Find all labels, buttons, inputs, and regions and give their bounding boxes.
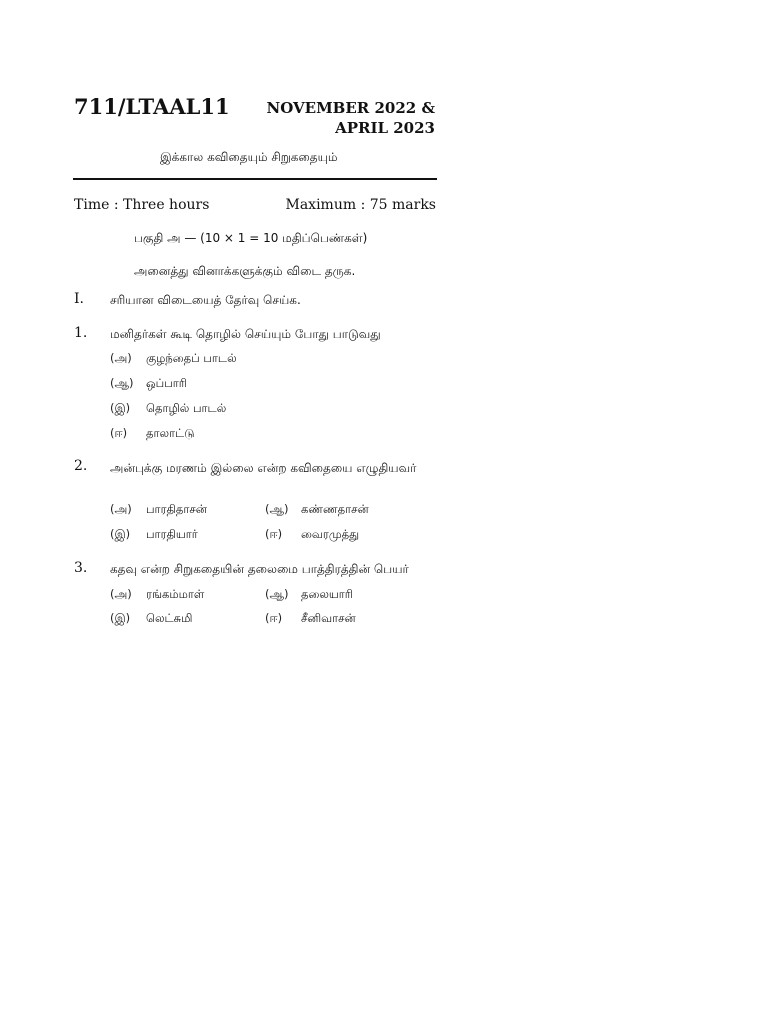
question-3-text: கதவு என்ற சிறுகதையின் தலைமை பாத்திரத்தின் பெயர் (110, 562, 409, 576)
option-label: (அ) (110, 587, 132, 601)
header-divider (73, 178, 437, 180)
question-2-number: 2. (74, 458, 88, 474)
option-text: வைரமுத்து (301, 527, 360, 541)
option-label: (ஈ) (110, 426, 128, 440)
option-label: (இ) (110, 611, 131, 625)
option-text: தாலாட்டு (146, 426, 195, 440)
option-text: ரங்கம்மாள் (146, 587, 205, 601)
part-title: பகுதி அ — (10 × 1 = 10 மதிப்பெண்கள்) (134, 231, 368, 245)
option-text: தலையாரி (301, 587, 354, 601)
question-1-option-c (110, 401, 226, 417)
option-label: (ஈ) (265, 527, 283, 541)
option-text: பாரதியார் (146, 527, 198, 541)
question-1-option-d (110, 426, 194, 442)
option-label: (அ) (110, 351, 132, 365)
question-3-option-b (265, 587, 353, 603)
question-2-option-c (110, 527, 198, 543)
question-3-option-a (110, 587, 204, 603)
question-1-number: 1. (74, 325, 88, 341)
option-label: (ஆ) (265, 587, 289, 601)
section-number: I. (74, 291, 84, 307)
exam-date-line2: APRIL 2023 (335, 119, 435, 137)
question-1-text: மனிதர்கள் கூடி தொழில் செய்யும் போது பாடுவது (110, 327, 381, 341)
question-3-option-c (110, 611, 192, 627)
option-label: (இ) (110, 401, 131, 415)
question-2-text: அன்புக்கு மரணம் இல்லை என்ற கவிதையை எழுதியவர் (110, 461, 417, 475)
option-text: குழந்தைப் பாடல் (146, 351, 237, 365)
option-label: (ஆ) (110, 376, 134, 390)
section-instruction: சரியான விடையைத் தேர்வு செய்க. (110, 293, 301, 307)
subject-title: இக்கால கவிதையும் சிறுகதையும் (160, 150, 338, 164)
question-2-option-d (265, 527, 359, 543)
option-label: (அ) (110, 502, 132, 516)
option-text: பாரதிதாசன் (146, 502, 207, 516)
question-1-option-b (110, 376, 187, 392)
option-text: கண்ணதாசன் (301, 502, 369, 516)
exam-date-line1: NOVEMBER 2022 & (266, 99, 435, 117)
max-marks: Maximum : 75 marks (285, 197, 436, 213)
option-text: லெட்சுமி (146, 611, 193, 625)
question-2-option-a (110, 502, 207, 518)
question-2-option-b (265, 502, 369, 518)
exam-duration: Time : Three hours (74, 197, 210, 213)
option-label: (இ) (110, 527, 131, 541)
question-1-option-a (110, 351, 237, 367)
option-text: ஒப்பாரி (146, 376, 188, 390)
part-instruction: அனைத்து வினாக்களுக்கும் விடை தருக. (134, 264, 356, 278)
question-3-number: 3. (74, 560, 88, 576)
option-text: தொழில் பாடல் (146, 401, 227, 415)
option-text: சீனிவாசன் (301, 611, 356, 625)
question-3-option-d (265, 611, 356, 627)
exam-date (266, 98, 435, 138)
option-label: (ஈ) (265, 611, 283, 625)
option-label: (ஆ) (265, 502, 289, 516)
paper-code: 711/LTAAL11 (74, 94, 230, 119)
